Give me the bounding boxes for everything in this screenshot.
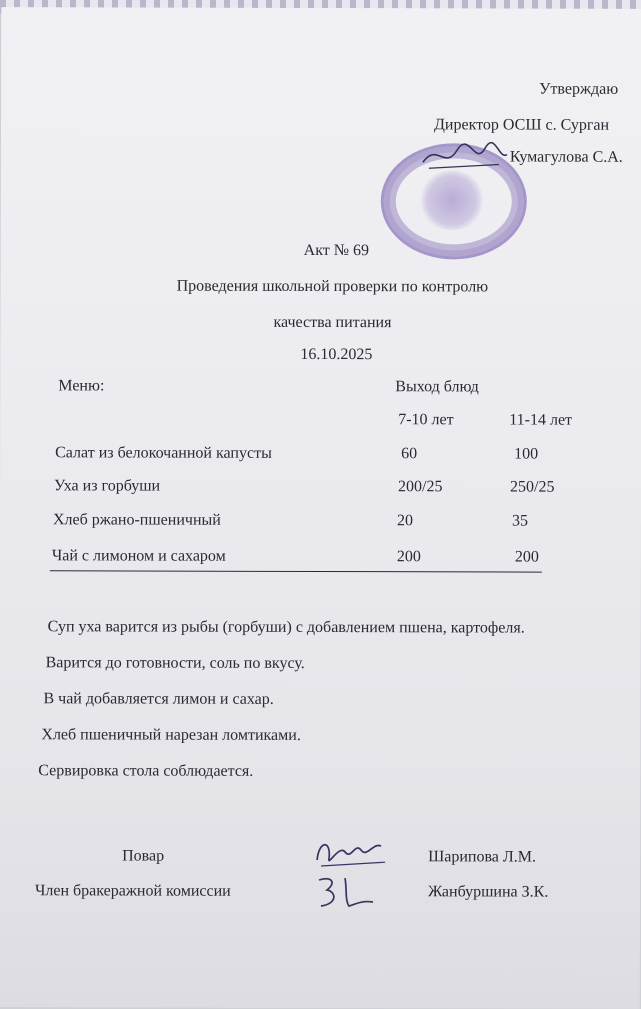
note-line: В чай добавляется лимон и сахар.: [43, 690, 274, 708]
note-line: Суп уха варится из рыбы (горбуши) с добавлением пшена, картофеля.: [47, 618, 525, 637]
stamp-emblem: [419, 170, 485, 230]
output-label: Выход блюд: [395, 378, 479, 396]
act-date: 16.10.2025: [300, 345, 373, 364]
note-line: Варится до готовности, соль по вкусу.: [45, 654, 305, 672]
approver-name: Кумагулова С.А.: [509, 148, 623, 166]
table-row-value-11-14: 100: [514, 445, 539, 463]
age-col-11-14: 11-14 лет: [509, 411, 573, 429]
menu-label: Меню:: [58, 377, 105, 395]
table-row-value-7-10: 20: [396, 512, 413, 530]
table-row-name: Чай с лимоном и сахаром: [51, 547, 226, 565]
table-row-value-7-10: 60: [401, 445, 418, 463]
table-row-value-11-14: 35: [511, 512, 528, 530]
table-row-name: Салат из белокочанной капусты: [55, 444, 272, 462]
age-col-7-10: 7-10 лет: [398, 411, 454, 429]
approval-label: Утверждаю: [539, 80, 619, 98]
document-page: [0, 7, 641, 1009]
cook-label: Повар: [122, 847, 165, 865]
cook-signature: [311, 830, 391, 872]
act-subject-line-2: качества питания: [273, 313, 392, 332]
table-row-name: Хлеб ржано-пшеничный: [52, 511, 221, 529]
note-line: Хлеб пшеничный нарезан ломтиками.: [41, 726, 301, 744]
table-row-value-11-14: 200: [514, 548, 539, 566]
act-subject-line-1: Проведения школьной проверки по контролю: [176, 277, 489, 296]
commission-name: Жанбуршина З.К.: [427, 883, 549, 901]
note-line: Сервировка стола соблюдается.: [38, 762, 254, 780]
director-signature: [419, 136, 509, 178]
table-row-value-11-14: 250/25: [510, 478, 555, 496]
table-row-value-7-10: 200/25: [398, 478, 443, 496]
table-bottom-rule: [50, 570, 542, 572]
commission-label: Член бракеражной комиссии: [34, 882, 231, 900]
cook-name: Шарипова Л.М.: [428, 848, 536, 866]
act-number: Акт № 69: [303, 241, 370, 260]
table-row-name: Уха из горбуши: [54, 477, 161, 495]
table-row-value-7-10: 200: [396, 548, 421, 566]
approver-position: Директор ОСШ с. Сурган: [433, 116, 610, 134]
commission-signature: [311, 870, 381, 914]
